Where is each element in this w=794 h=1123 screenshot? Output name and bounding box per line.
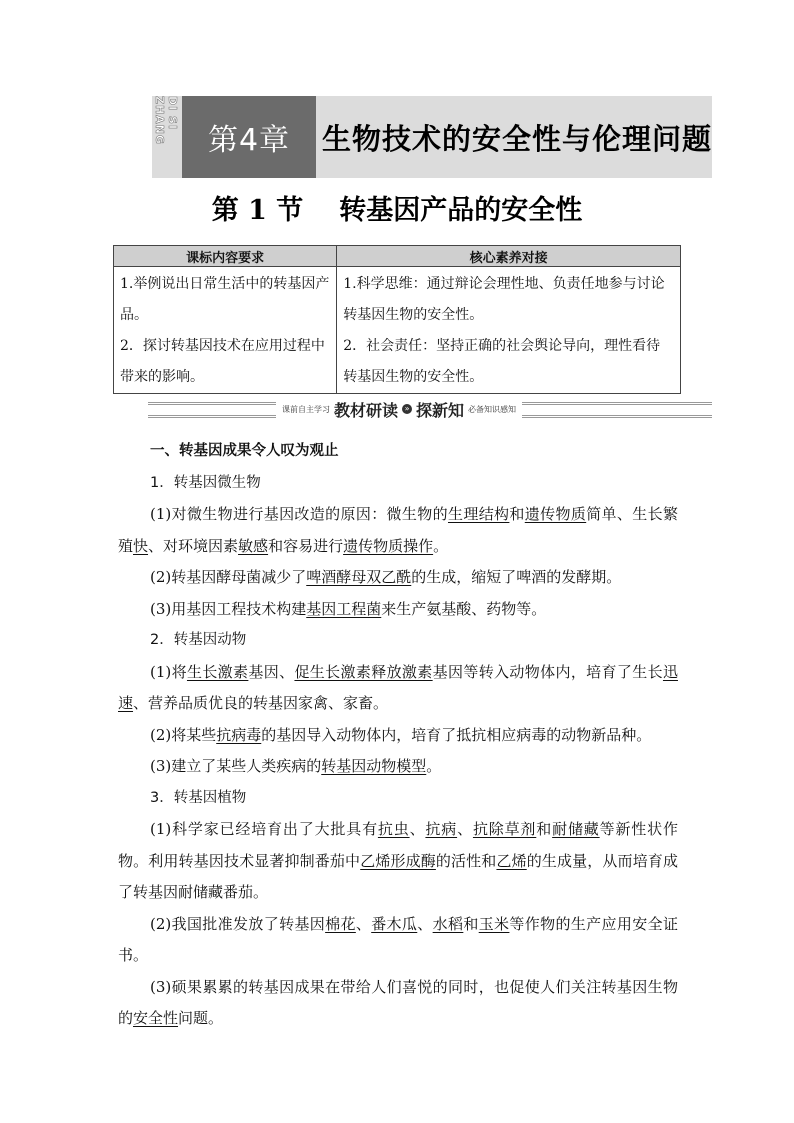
section-number: 第 1 节 [211,195,304,226]
key-term: 抗除草剂 [472,820,537,838]
key-term: 乙烯形成酶 [360,851,436,870]
paragraph: (1)将生长激素基因、促生长激素释放激素基因等转入动物体内，培育了生长迅速、营养品质优良的转基因家禽、家畜。 [118,662,678,712]
table-row [114,267,681,394]
paragraph: (1)对微生物进行基因改造的原因：微生物的生理结构和遗传物质简单、生长繁殖快、对环境因素敏感和容易进行遗传物质操作。 [118,505,678,555]
banner-main-a: 教材研读 [334,400,399,420]
standards-cell [114,267,337,394]
key-term: 抗病毒 [216,725,262,744]
banner-left-caption: 课前自主学习 [282,404,330,414]
paragraph: (2)我国批准发放了转基因棉花、番木瓜、水稻和玉米等作物的生产应用安全证书。 [118,914,678,964]
study-banner [148,396,712,422]
section-title [0,188,794,227]
competencies-cell [337,267,681,394]
key-term: 生理结构 [447,505,510,523]
chapter-side-label: DI SI ZHANG [153,96,179,145]
subsection-heading: 2．转基因动物 [150,632,247,648]
arrow-right-icon: » [402,404,412,414]
standard-item: 2．探讨转基因技术在应用过程中带来的影响。 [120,338,325,385]
key-term: 促生长激素释放激素 [294,662,433,681]
key-term: 乙烯 [496,851,527,870]
content-heading: 一、转基因成果令人叹为观止 [150,443,339,459]
competency-item: 2．社会责任：坚持正确的社会舆论导向，理性看待转基因生物的安全性。 [343,338,661,385]
competency-item: 1.科学思维：通过辩论会理性地、负责任地参与讨论转基因生物的安全性。 [343,276,665,323]
paragraph: (2)转基因酵母菌减少了啤酒酵母双乙酰的生成，缩短了啤酒的发酵期。 [150,568,622,586]
chapter-number: 第4章 [207,123,291,158]
paragraph: (3)硕果累累的转基因成果在带给人们喜悦的同时，也促使人们关注转基因生物的安全性问题。 [118,977,678,1027]
paragraph: (1)科学家已经培育出了大批具有抗虫、抗病、抗除草剂和耐储藏等新性状作物。利用转基因技术显著抑制番茄中乙烯形成酶的活性和乙烯的生成量，从而培育成了转基因耐储藏番茄。 [118,820,678,901]
table-header-row [114,246,681,267]
subsection-heading: 3．转基因植物 [150,789,247,806]
key-term: 敏感 [238,536,269,555]
key-term: 水稻 [432,914,464,933]
banner-right-caption: 必备知识感知 [468,404,517,414]
key-term: 迅速 [118,662,678,712]
key-term: 安全性 [133,1009,179,1027]
key-term: 遗传物质 [524,505,587,523]
key-term: 转基因动物模型 [321,757,427,775]
chapter-number-box [182,96,316,178]
banner-label [276,396,522,422]
subsection-heading: 1．转基因微生物 [150,474,261,491]
key-term: 抗虫 [377,820,410,838]
standard-item: 1.举例说出日常生活中的转基因产品。 [120,276,330,323]
table-header-standards: 课标内容要求 [114,246,337,267]
banner-main-b: 探新知 [416,400,465,420]
key-term: 番木瓜 [371,914,418,933]
key-term: 抗病 [425,820,458,838]
paragraph: (2)将某些抗病毒的基因导入动物体内，培育了抵抗相应病毒的动物新品种。 [150,725,652,744]
key-term: 快 [133,536,149,555]
key-term: 啤酒酵母双乙酰 [306,568,412,586]
key-term: 玉米 [478,914,510,933]
key-term: 棉花 [325,914,356,933]
requirements-table [113,245,681,394]
main-content [118,436,678,1035]
key-term: 耐储藏 [552,820,600,838]
paragraph: (3)建立了某些人类疾病的转基因动物模型。 [150,757,442,775]
table-header-competencies: 核心素养对接 [337,246,681,267]
key-term: 基因工程菌 [306,599,382,618]
section-name: 转基因产品的安全性 [339,195,583,226]
chapter-header [152,96,712,178]
chapter-title: 生物技术的安全性与伦理问题 [322,121,713,156]
key-term: 生长激素 [186,662,249,681]
key-term: 遗传物质操作 [343,536,434,555]
paragraph: (3)用基因工程技术构建基因工程菌来生产氨基酸、药物等。 [150,599,547,618]
